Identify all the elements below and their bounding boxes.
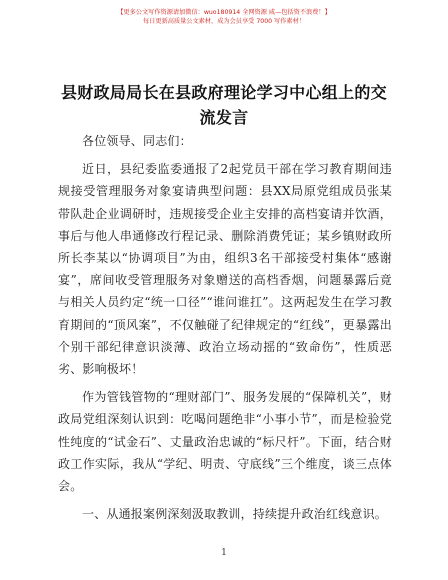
promo-banner-line-2: 每日更新高质量公文素材，成为会员享受 7000 写作素材！ [143, 18, 305, 25]
paragraph-2: 作为管钱管物的“理财部门”、服务发展的“保障机关”，财政局党组深刻认识到：吃喝问题绝非“小事小节”，而是检验党性纯度的“试金石”、丈量政治忠诚的“标尺杆”。下面，结合财政工作实际，我从“学纪、明责、守底线”三个维度，谈三点体会。 [58, 390, 392, 494]
promo-banner-line-1: 【更多公文写作资源请加微信：wuo180914 全网资源 咸—包括资不浪费！】 [117, 9, 331, 16]
section-heading-1: 一、从通报案例深刻汲取教训，持续提升政治红线意识。 [82, 507, 388, 522]
document-body [58, 130, 392, 525]
document-title: 县财政局局长在县政府理论学习中心组上的交流发言 [60, 83, 387, 127]
page-number: 1 [221, 548, 227, 558]
promo-banner [0, 8, 448, 26]
paragraph-1: 近日，县纪委监委通报了2起党员干部在学习教育期间违规接受管理服务对象宴请典型问题：县XX局原党组成员张某带队赴企业调研时，违规接受企业主安排的高档宴请并饮酒，事后与他人串通修改行程记录、删除消费凭证；某乡镇财政所所长李某以“协调项目”为由，组织3名干部接受村集体“感谢宴”，席间收受管理服务对象赠送的高档香烟，问题暴露后竟与相关人员约定“统一口径”“谁问谁扛”。这两起发生在学习教育期间的“顶风案”，不仅触碰了纪律规定的“红线”，更暴露出个别干部纪律意识淡薄、政治立场动摇的“致命伤”，性质恶劣、影响极坏！ [58, 162, 392, 377]
salutation: 各位领导、同志们： [82, 134, 192, 148]
